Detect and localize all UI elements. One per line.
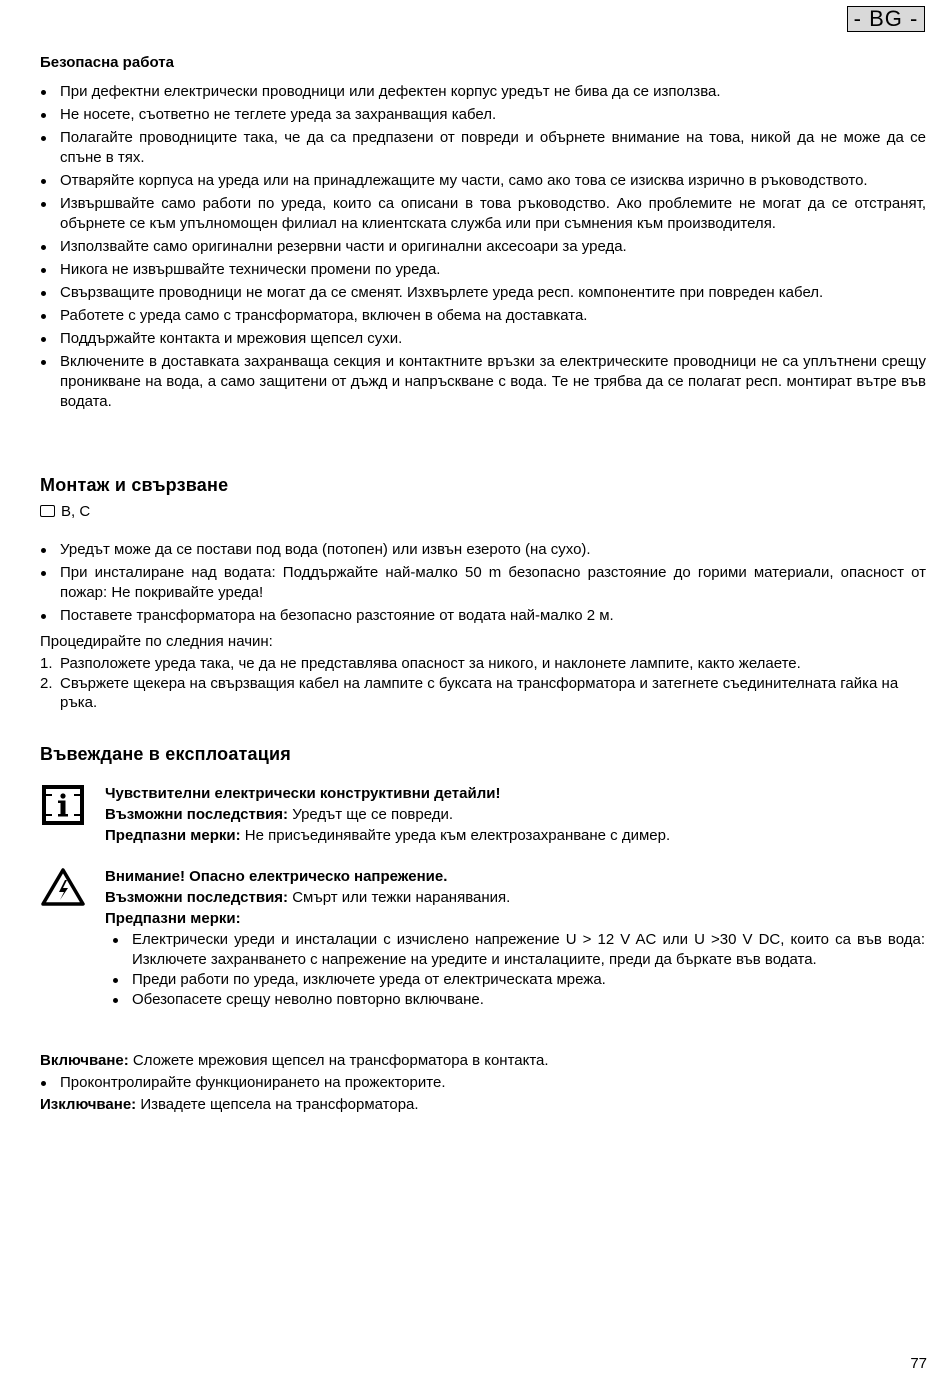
high-voltage-warning-icon bbox=[40, 866, 86, 910]
safe-operation-list bbox=[40, 82, 926, 412]
bullet-icon bbox=[41, 90, 46, 95]
safe-operation-heading: Безопасна работа bbox=[40, 54, 174, 71]
language-tag: - BG - bbox=[847, 6, 925, 32]
warning-measures-label: Предпазни мерки: bbox=[105, 910, 241, 927]
info-measures: Предпазни мерки: Не присъединявайте уреда към електрозахранване с димер. bbox=[105, 827, 671, 844]
bullet-icon bbox=[113, 978, 118, 983]
warning-measures-list bbox=[105, 930, 925, 1010]
bullet-icon bbox=[41, 136, 46, 141]
bullet-icon bbox=[113, 938, 118, 943]
list-item: При инсталиране над водата: Поддържайте най-малко 50 m безопасно разстояние до горими материали, опасност от пожар: Не покривайте уреда! bbox=[40, 563, 926, 603]
warning-notice-body bbox=[105, 866, 925, 1010]
mounting-heading: Монтаж и свързване bbox=[40, 475, 229, 495]
bullet-icon bbox=[41, 314, 46, 319]
list-item: Включените в доставката захранваща секция и контактните връзки за електрическите проводници не са уплътнени срещу проникване на вода, а само защитени от дъжд и напръскване с вода. Те не трябва да се полагат респ. монтират вътре във водата. bbox=[40, 352, 926, 412]
switch-off-instruction: Изключване: Извадете щепсела на трансформатора. bbox=[40, 1096, 419, 1113]
procedure-steps bbox=[40, 654, 926, 712]
list-item: Свързващите проводници не могат да се сменят. Изхвърлете уреда респ. компонентите при повреден кабел. bbox=[40, 283, 926, 303]
step-item: 2. Свържете щекера на свързващия кабел на лампите с буксата на трансформатора и затегнете съединителната гайка на ръка. bbox=[40, 675, 899, 711]
bullet-icon bbox=[113, 998, 118, 1003]
switch-on-instruction: Включване: Сложете мрежовия щепсел на трансформатора в контакта. bbox=[40, 1052, 549, 1069]
bullet-icon bbox=[41, 268, 46, 273]
list-item: Извършвайте само работи по уреда, които са описани в това ръководство. Ако проблемите не могат да се отстранят, обърнете се към упълномощен филиал на клиентската служба или при съмнения към производителя. bbox=[40, 194, 926, 234]
info-notice-body bbox=[105, 783, 925, 846]
switching-section bbox=[40, 1050, 926, 1116]
bullet-icon bbox=[41, 548, 46, 553]
list-item: Електрически уреди и инсталации с изчислено напрежение U > 12 V AC или U >30 V DC, които са във вода: Изключете захранването с напрежение на уредите и инсталациите, преди да бъркате във водата. bbox=[112, 930, 925, 970]
bullet-icon bbox=[41, 291, 46, 296]
list-item: Полагайте проводниците така, че да са предпазени от повреди и обърнете внимание на това, никой да не може да се спъне в тях. bbox=[40, 128, 926, 168]
figure-reference: B, C bbox=[40, 502, 926, 522]
list-item: Уредът може да се постави под вода (потопен) или извън езерото (на сухо). bbox=[40, 540, 926, 560]
list-item: Преди работи по уреда, изключете уреда от електрическата мрежа. bbox=[112, 970, 925, 990]
list-item: Поставете трансформатора на безопасно разстояние от водата най-малко 2 м. bbox=[40, 606, 926, 626]
figure-box-icon bbox=[40, 505, 55, 517]
page-number: 77 bbox=[910, 1355, 927, 1372]
check-list bbox=[40, 1073, 926, 1093]
warning-consequences: Възможни последствия: Смърт или тежки наранявания. bbox=[105, 889, 511, 906]
bullet-icon bbox=[41, 113, 46, 118]
bullet-icon bbox=[41, 571, 46, 576]
warning-notice-title: Внимание! Опасно електрическо напрежение. bbox=[105, 868, 448, 885]
mounting-list bbox=[40, 540, 926, 626]
step-item: 1. Разположете уреда така, че да не представлява опасност за никого, и наклонете лампите, както желаете. bbox=[40, 655, 801, 672]
commissioning-heading: Въвеждане в експлоатация bbox=[40, 744, 291, 764]
info-icon bbox=[40, 783, 86, 827]
procedure-intro: Процедирайте по следния начин: bbox=[40, 633, 273, 650]
list-item: Обезопасете срещу неволно повторно включване. bbox=[112, 990, 925, 1010]
list-item: Проконтролирайте функционирането на прожекторите. bbox=[40, 1073, 926, 1093]
mounting-section bbox=[40, 474, 926, 713]
info-notice-title: Чувствителни електрически конструктивни детайли! bbox=[105, 785, 501, 802]
list-item: Не носете, съответно не теглете уреда за захранващия кабел. bbox=[40, 105, 926, 125]
list-item: Работете с уреда само с трансформатора, включен в обема на доставката. bbox=[40, 306, 926, 326]
bullet-icon bbox=[41, 202, 46, 207]
info-consequences: Възможни последствия: Уредът ще се повреди. bbox=[105, 806, 454, 823]
safe-operation-section bbox=[40, 54, 926, 415]
list-item: Никога не извършвайте технически промени по уреда. bbox=[40, 260, 926, 280]
list-item: Поддържайте контакта и мрежовия щепсел сухи. bbox=[40, 329, 926, 349]
bullet-icon bbox=[41, 360, 46, 365]
list-item: Използвайте само оригинални резервни части и оригинални аксесоари за уреда. bbox=[40, 237, 926, 257]
bullet-icon bbox=[41, 179, 46, 184]
commissioning-section bbox=[40, 743, 926, 765]
bullet-icon bbox=[41, 1081, 46, 1086]
list-item: Отваряйте корпуса на уреда или на принадлежащите му части, само ако това се изисква изрично в ръководството. bbox=[40, 171, 926, 191]
bullet-icon bbox=[41, 614, 46, 619]
bullet-icon bbox=[41, 337, 46, 342]
bullet-icon bbox=[41, 245, 46, 250]
list-item: При дефектни електрически проводници или дефектен корпус уредът не бива да се използва. bbox=[40, 82, 926, 102]
